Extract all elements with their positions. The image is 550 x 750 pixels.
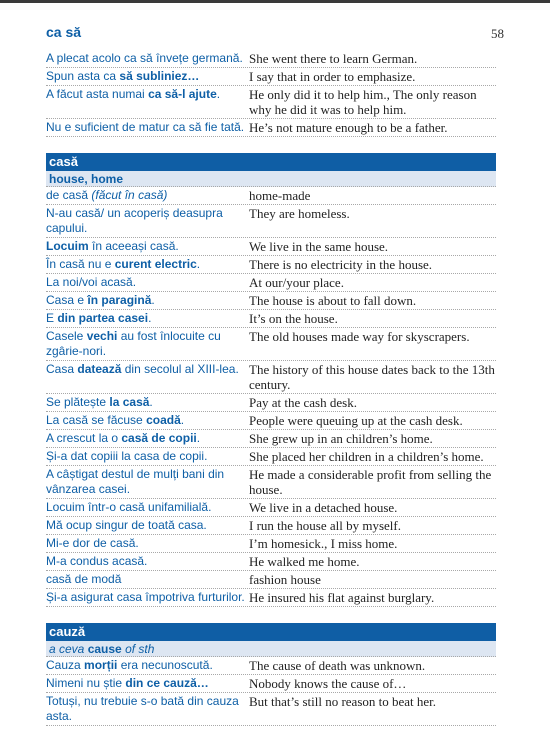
romanian-text: în aceeași casă.	[88, 239, 179, 253]
english-translation: He’s not mature enough to be a father.	[249, 120, 448, 135]
romanian-text: Locuim	[46, 239, 89, 253]
english-translation: People were queuing up at the cash desk.	[249, 413, 463, 428]
romanian-phrase	[46, 536, 248, 551]
romanian-phrase	[46, 658, 248, 673]
romanian-text: Mi-e dor de casă.	[46, 536, 139, 550]
subheading-part: a ceva	[49, 642, 88, 656]
romanian-text: Casa e	[46, 293, 88, 307]
entry-row	[46, 394, 496, 412]
english-translation: The old houses made way for skyscrapers.	[249, 329, 470, 344]
entry-row	[46, 68, 496, 86]
romanian-phrase	[46, 239, 248, 254]
section-heading: cauză	[46, 623, 496, 641]
romanian-text: Și-a dat copiii la casa de copii.	[46, 449, 208, 463]
english-translation: The history of this house dates back to the 13th century.	[249, 362, 495, 392]
romanian-phrase	[46, 694, 248, 724]
romanian-text: N-au casă/ un acoperiș deasupra capului.	[46, 206, 223, 235]
romanian-phrase	[46, 554, 248, 569]
romanian-text: din partea casei	[57, 311, 149, 325]
romanian-text: .	[216, 87, 221, 101]
romanian-phrase	[46, 500, 248, 515]
english-translation: Pay at the cash desk.	[249, 395, 357, 410]
entry-row	[46, 430, 496, 448]
entry-row	[46, 693, 496, 726]
entry-row	[46, 499, 496, 517]
romanian-phrase	[46, 572, 248, 587]
section-subheading: house, home	[46, 171, 496, 187]
romanian-text: Locuim într-o casă unifamilială.	[46, 500, 212, 514]
english-translation: But that’s still no reason to beat her.	[249, 694, 437, 709]
romanian-phrase	[46, 590, 248, 605]
romanian-text: în paragină	[87, 293, 152, 307]
english-translation: We live in the same house.	[249, 239, 389, 254]
romanian-text: era necunoscută.	[117, 658, 213, 672]
entry-row	[46, 553, 496, 571]
romanian-text: au fost înlocuite cu zgârie-nori.	[46, 329, 221, 358]
english-translation: He only did it to help him., The only reason why he did it was to help him.	[249, 87, 477, 117]
entry-row	[46, 328, 496, 361]
section-gap	[46, 607, 496, 623]
romanian-phrase	[46, 188, 248, 203]
english-translation: He walked me home.	[249, 554, 360, 569]
page-header	[46, 24, 504, 46]
romanian-phrase	[46, 120, 248, 135]
romanian-phrase	[46, 449, 248, 464]
english-translation: fashion house	[249, 572, 321, 587]
romanian-text: .	[148, 311, 152, 325]
romanian-text: la casă	[109, 395, 150, 409]
romanian-text: A plecat acolo ca să învețe germană.	[46, 51, 243, 65]
romanian-text: de casă	[46, 188, 92, 202]
romanian-phrase	[46, 395, 248, 410]
page-number: 58	[491, 26, 504, 41]
romanian-text: A făcut asta numai	[46, 87, 149, 101]
romanian-phrase	[46, 518, 248, 533]
romanian-phrase	[46, 467, 248, 497]
entry-row	[46, 119, 496, 137]
english-translation: We live in a detached house.	[249, 500, 398, 515]
section-gap	[46, 137, 496, 153]
romanian-phrase	[46, 676, 248, 691]
romanian-text: În casă nu e	[46, 257, 115, 271]
romanian-text: Nu e suficient de matur ca să fie tată.	[46, 120, 245, 134]
romanian-phrase	[46, 257, 248, 272]
romanian-phrase	[46, 311, 248, 326]
romanian-text: Casa	[46, 362, 78, 376]
romanian-text: Cauza	[46, 658, 85, 672]
entry-row	[46, 86, 496, 119]
english-translation: She went there to learn German.	[249, 51, 418, 66]
romanian-phrase	[46, 51, 248, 66]
romanian-phrase	[46, 87, 248, 117]
romanian-text: să subliniez…	[119, 69, 200, 83]
romanian-text: Nimeni nu știe	[46, 676, 126, 690]
running-head: ca să	[46, 24, 82, 40]
entry-row	[46, 205, 496, 238]
romanian-text: din secolul al XIII-lea.	[121, 362, 239, 376]
romanian-text: A crescut la o	[46, 431, 122, 445]
romanian-phrase	[46, 69, 248, 84]
entry-row	[46, 535, 496, 553]
entry-row	[46, 50, 496, 68]
romanian-text: vechi	[86, 329, 118, 343]
english-translation: They are homeless.	[249, 206, 350, 221]
romanian-text: Spun asta ca	[46, 69, 120, 83]
romanian-text: M-a condus acasă.	[46, 554, 148, 568]
romanian-text: .	[180, 413, 185, 427]
romanian-phrase	[46, 206, 248, 236]
romanian-text: La casă se făcuse	[46, 413, 147, 427]
romanian-text: datează	[77, 362, 122, 376]
romanian-text: Se plătește	[46, 395, 110, 409]
entry-row	[46, 292, 496, 310]
english-translation: There is no electricity in the house.	[249, 257, 433, 272]
romanian-text: (făcut în casă)	[91, 188, 168, 202]
english-translation: I run the house all by myself.	[249, 518, 401, 533]
romanian-text: E	[46, 311, 58, 325]
english-translation: I say that in order to emphasize.	[249, 69, 416, 84]
romanian-text: coadă	[146, 413, 181, 427]
section-heading: casă	[46, 153, 496, 171]
romanian-text: Mă ocup singur de toată casa.	[46, 518, 207, 532]
english-translation: I’m homesick., I miss home.	[249, 536, 398, 551]
subheading-part: of sth	[121, 642, 155, 656]
romanian-text: curent electric	[114, 257, 197, 271]
entry-row	[46, 256, 496, 274]
romanian-phrase	[46, 362, 248, 392]
romanian-text: din ce cauză…	[125, 676, 209, 690]
english-translation: The house is about to fall down.	[249, 293, 417, 308]
english-translation: He insured his flat against burglary.	[249, 590, 435, 605]
romanian-text: casă de modă	[46, 572, 122, 586]
entry-row	[46, 361, 496, 394]
romanian-text: ca să-l ajute	[148, 87, 217, 101]
romanian-phrase	[46, 329, 248, 359]
romanian-text: Totuși, nu trebuie s-o bată din cauza asta.	[46, 694, 239, 723]
romanian-text: morții	[84, 658, 118, 672]
romanian-text: Casele	[46, 329, 87, 343]
entry-row	[46, 589, 496, 607]
romanian-text: A câștigat destul de mulți bani din vânzarea casei.	[46, 467, 225, 496]
entry-row	[46, 466, 496, 499]
romanian-text: .	[149, 395, 153, 409]
top-rule	[0, 0, 550, 3]
romanian-text: Și-a asigurat casa împotriva furturilor.	[46, 590, 245, 604]
entry-row	[46, 675, 496, 693]
entry-row	[46, 412, 496, 430]
english-translation: Nobody knows the cause of…	[249, 676, 407, 691]
romanian-text: .	[196, 431, 201, 445]
entry-row	[46, 310, 496, 328]
entry-row	[46, 448, 496, 466]
entry-row	[46, 657, 496, 675]
subheading-part: cause	[87, 642, 122, 656]
dictionary-content	[46, 50, 496, 726]
romanian-text: .	[151, 293, 155, 307]
english-translation: He made a considerable profit from selling the house.	[249, 467, 492, 497]
english-translation: At our/your place.	[249, 275, 344, 290]
romanian-phrase	[46, 293, 248, 308]
english-translation: It’s on the house.	[249, 311, 338, 326]
english-translation: home-made	[249, 188, 311, 203]
entry-row	[46, 238, 496, 256]
entry-row	[46, 274, 496, 292]
entry-row	[46, 571, 496, 589]
romanian-phrase	[46, 275, 248, 290]
romanian-phrase	[46, 413, 248, 428]
entry-row	[46, 187, 496, 205]
english-translation: She placed her children in a children’s home.	[249, 449, 484, 464]
section-subheading	[46, 641, 496, 657]
entry-row	[46, 517, 496, 535]
romanian-text: .	[196, 257, 201, 271]
english-translation: The cause of death was unknown.	[249, 658, 426, 673]
english-translation: She grew up in an children’s home.	[249, 431, 433, 446]
romanian-phrase	[46, 431, 248, 446]
romanian-text: La noi/voi acasă.	[46, 275, 137, 289]
romanian-text: casă de copii	[121, 431, 197, 445]
